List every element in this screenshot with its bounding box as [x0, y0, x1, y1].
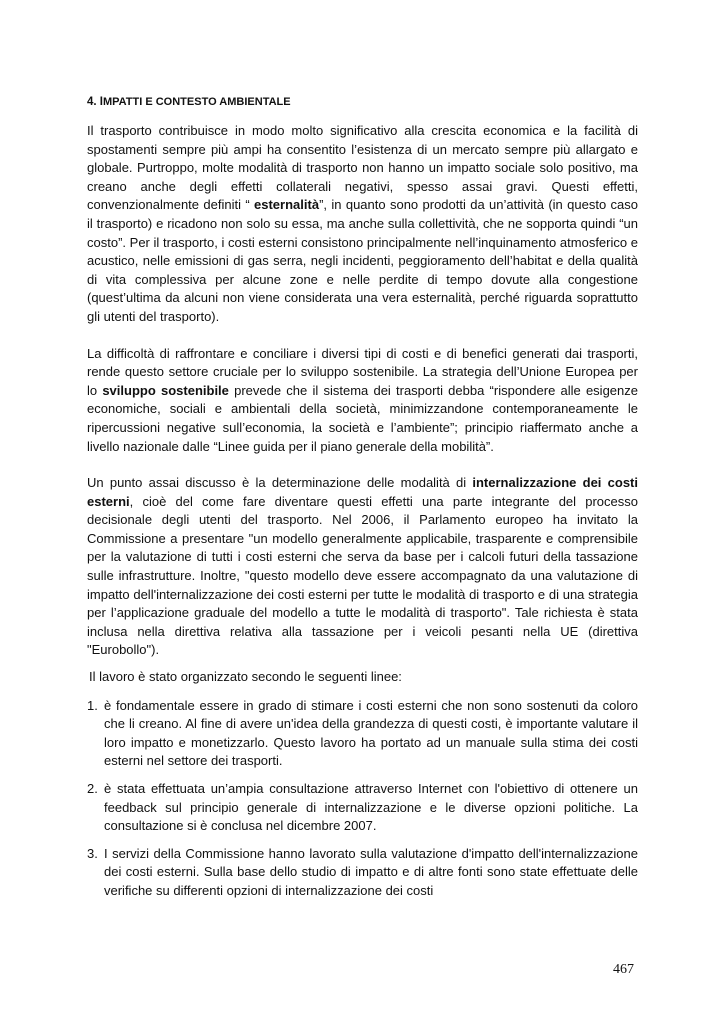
paragraph-text: Un punto assai discusso è la determinazione delle modalità di	[87, 475, 473, 491]
list-item	[87, 697, 638, 771]
paragraph-bold-term: internalizzazione dei costi esterni	[87, 475, 638, 509]
numbered-list	[87, 697, 638, 901]
list-intro: Il lavoro è stato organizzato secondo le seguenti linee:	[89, 669, 402, 685]
document-page	[87, 96, 638, 910]
list-item-text: è stata effettuata un’ampia consultazione attraverso Internet con l'obiettivo di ottenere un feedback sul principio generale di internalizzazione e le diverse opzioni politiche. La consultazione si è conclusa nel dicembre 2007.	[104, 781, 638, 834]
paragraph-bold-term: esternalità	[254, 197, 320, 213]
list-item-number: 1.	[87, 697, 98, 713]
section-heading-number: 4. I	[87, 96, 103, 108]
paragraph-sviluppo-sostenibile	[87, 345, 638, 457]
list-item-text: I servizi della Commissione hanno lavorato sulla valutazione d'impatto dell'internalizzazione dei costi esterni. Sulla base dello studio di impatto e di altre fonti sono state effettuate delle verifiche su differenti opzioni di internalizzazione dei costi	[104, 845, 638, 898]
paragraph-text: , cioè del come fare diventare questi effetti una parte integrante del processo decisionale degli utenti del trasporto. Nel 2006, il Parlamento europeo ha invitato la Commissione a presentare "un modello generalmente applicabile, trasparente e comprensibile per la valutazione di tutti i costi esterni che serva da base per i calcoli futuri della tassazione sulle infrastrutture. Inoltre, "questo modello deve essere accompagnato da una valutazione di impatto dell'internalizzazione dei costi esterni per tutte le modalità di trasporto e di una strategia per l’applicazione graduale del modello a tutte le modalità di trasporto". Tale richiesta è stata inclusa nella direttiva relativa alla tassazione per i veicoli pesanti nella UE (direttiva "Eurobollo").	[87, 493, 638, 658]
page-number: 467	[613, 962, 634, 977]
paragraph-bold-term: sviluppo sostenibile	[102, 382, 229, 398]
list-item-number: 2.	[87, 781, 98, 796]
section-heading-title: MPATTI E CONTESTO AMBIENTALE	[102, 96, 291, 108]
list-item-text: è fondamentale essere in grado di stimare i costi esterni che non sono sostenuti da coloro che li creano. Al fine di avere un'idea della grandezza di questi costi, è importante valutare il loro impatto e monetizzarlo. Questo lavoro ha portato ad un manuale sulla stima dei costi esterni nel settore dei trasporti.	[104, 697, 638, 769]
paragraph-internalizzazione	[87, 474, 638, 660]
section-heading	[87, 96, 638, 108]
list-item	[87, 780, 638, 836]
paragraph-text: ”, in quanto sono prodotti da un’attività (in questo caso il trasporto) e ricadono non solo su essa, ma anche sulla collettività, che ne sopporta quindi “un costo”. Per il trasporto, i costi esterni consistono principalmente nell’inquinamento atmosferico e acustico, nelle emissioni di gas serra, negli incidenti, peggioramento dell’habitat e della qualità di vita complessiva per alcune zone e nelle perdite di tempo dovute alla congestione (quest’ultima da alcuni non viene considerata una vera esternalità, perché riguarda soprattutto gli utenti del trasporto).	[87, 197, 638, 324]
list-item-number: 3.	[87, 845, 98, 861]
paragraph-text: prevede che il sistema dei trasporti debba “rispondere alle esigenze economiche, sociali e ambientali della società, minimizzandone contemporaneamente le ripercussioni negative sull’economia, la società e l’ambiente”; principio riaffermato anche a livello nazionale dalle “Linee guida per il piano generale della mobilità”.	[87, 382, 638, 454]
list-item	[87, 845, 638, 901]
paragraph-esternalita	[87, 122, 638, 327]
paragraph-text: La difficoltà di raffrontare e conciliare i diversi tipi di costi e di benefici generati dai trasporti, rende questo settore cruciale per lo sviluppo sostenibile. La strategia dell’Unione Europea per lo	[87, 345, 638, 398]
paragraph-text: Il trasporto contribuisce in modo molto significativo alla crescita economica e la facilità di spostamenti sempre più ampi ha consentito l’esistenza di un mercato sempre più allargato e globale. Purtroppo, molte modalità di trasporto non hanno un impatto sociale solo positivo, ma creano anche degli effetti collaterali negativi, spesso assai gravi. Questi effetti, convenzionalmente definiti “	[87, 123, 638, 213]
